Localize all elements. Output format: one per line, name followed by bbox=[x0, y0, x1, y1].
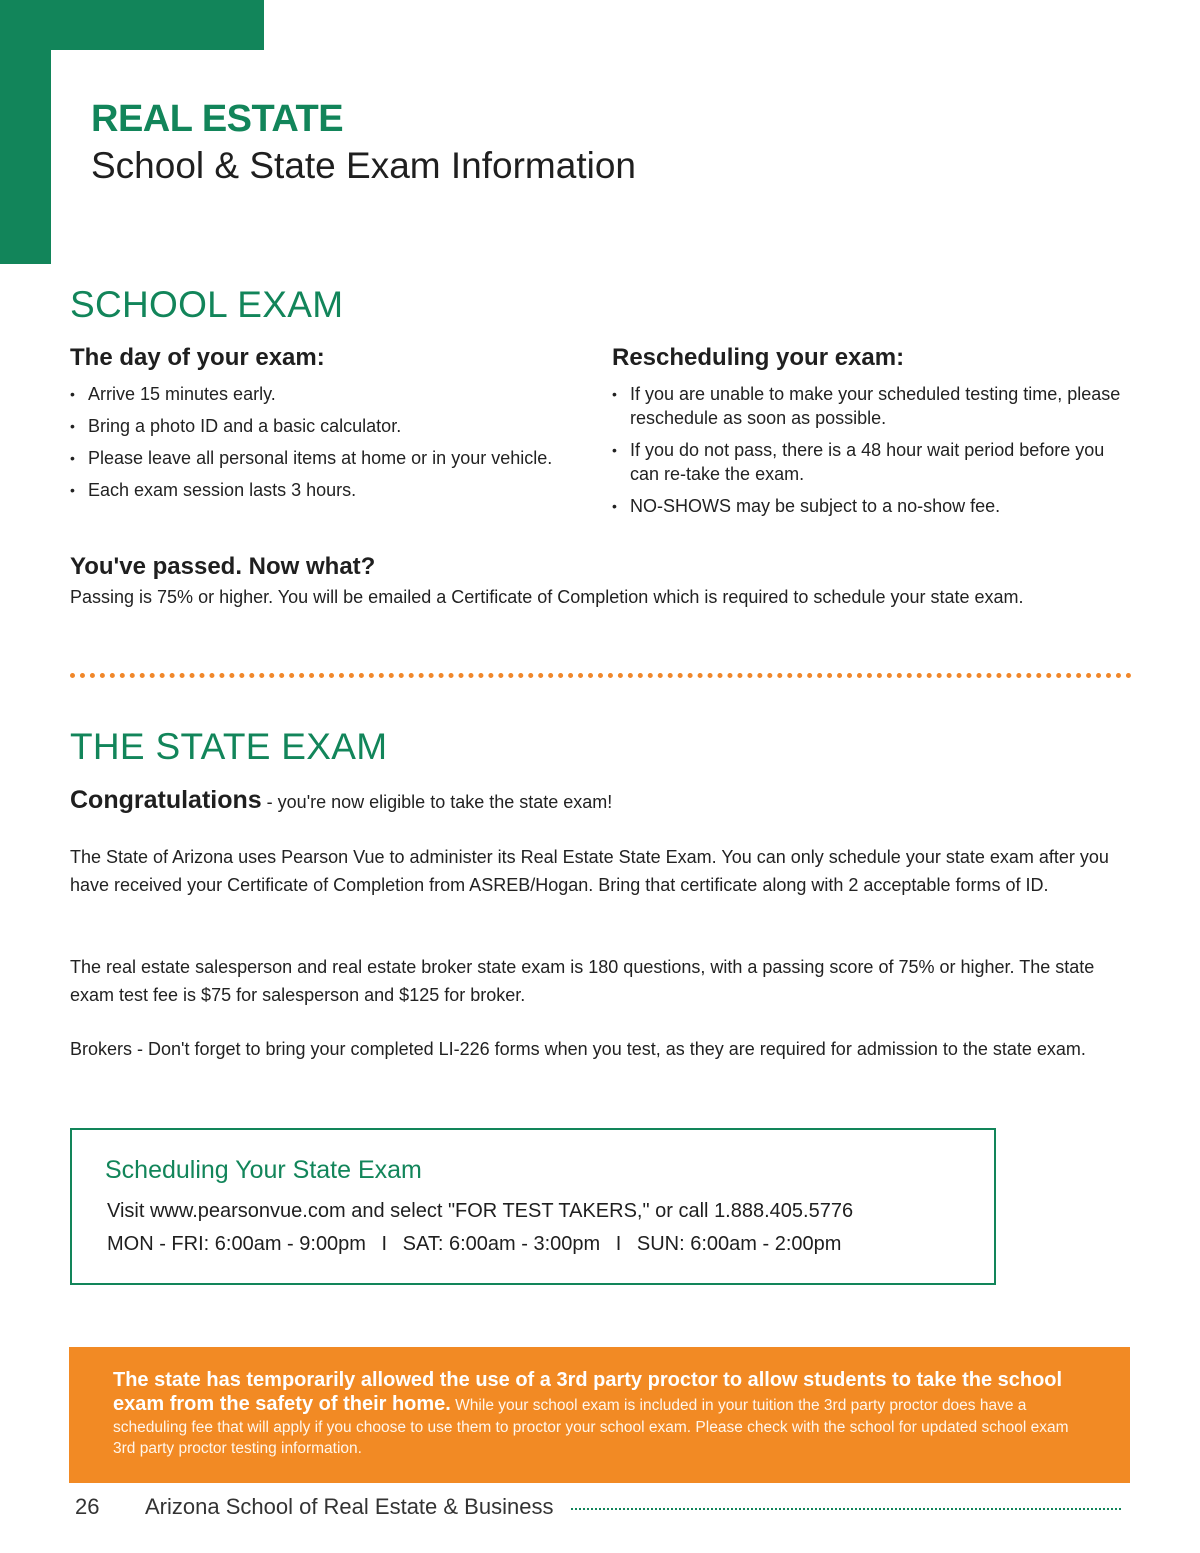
day-of-exam-title: The day of your exam: bbox=[70, 344, 325, 371]
scheduling-title: Scheduling Your State Exam bbox=[105, 1156, 422, 1184]
school-exam-heading: SCHOOL EXAM bbox=[70, 284, 344, 325]
notice-lead: The state has temporarily allowed the use of a 3rd party proctor to allow students to take the school exam from the safety of their home. bbox=[113, 1369, 1063, 1415]
hours-separator: I bbox=[381, 1233, 388, 1255]
hours-separator: I bbox=[615, 1233, 622, 1255]
scheduling-contact-line bbox=[107, 1200, 853, 1223]
passed-section bbox=[70, 553, 1140, 608]
hours-mf-time: 6:00am - 9:00pm bbox=[209, 1233, 366, 1255]
hours-sat-label: SAT: bbox=[402, 1233, 444, 1255]
page-title: School & State Exam Information bbox=[91, 145, 636, 186]
passed-text: Passing is 75% or higher. You will be emailed a Certificate of Completion which is required to schedule your state exam. bbox=[70, 587, 1024, 607]
scheduling-box bbox=[70, 1128, 996, 1285]
rescheduling-title: Rescheduling your exam: bbox=[612, 344, 905, 371]
state-exam-heading: THE STATE EXAM bbox=[70, 726, 388, 767]
day-of-exam-column bbox=[70, 344, 600, 510]
list-item: • If you are unable to make your scheduled testing time, please reschedule as soon as possible. bbox=[612, 382, 1122, 430]
visit-text: Visit bbox=[107, 1200, 150, 1222]
hours-sat-time: 6:00am - 3:00pm bbox=[443, 1233, 601, 1255]
corner-accent-side bbox=[0, 0, 51, 264]
list-item: • Please leave all personal items at home or in your vehicle. bbox=[70, 446, 600, 470]
rescheduling-list bbox=[612, 382, 1122, 518]
section-divider bbox=[70, 673, 1132, 678]
footer-rule bbox=[571, 1508, 1121, 1510]
or-call-text: or call bbox=[649, 1200, 715, 1222]
page-kicker: REAL ESTATE bbox=[91, 98, 344, 140]
proctor-notice-banner bbox=[69, 1347, 1130, 1483]
congrats-emphasis: Congratulations bbox=[70, 786, 262, 814]
hours-sun-label: SUN: bbox=[636, 1233, 685, 1255]
congrats-line bbox=[70, 786, 612, 815]
rescheduling-column bbox=[612, 344, 1122, 526]
list-item: • NO-SHOWS may be subject to a no-show fee. bbox=[612, 494, 1122, 518]
footer-school-name: Arizona School of Real Estate & Business bbox=[145, 1494, 554, 1519]
passed-title: You've passed. Now what? bbox=[70, 553, 376, 580]
page-number: 26 bbox=[75, 1494, 100, 1519]
hours-sun-time: 6:00am - 2:00pm bbox=[684, 1233, 842, 1255]
list-item: • Arrive 15 minutes early. bbox=[70, 382, 600, 406]
pearsonvue-link[interactable]: www.pearsonvue.com bbox=[149, 1200, 346, 1222]
hours-mf-label: MON - FRI: bbox=[107, 1233, 210, 1255]
select-text: and select bbox=[345, 1200, 448, 1222]
state-exam-paragraph: The State of Arizona uses Pearson Vue to administer its Real Estate State Exam. You can only schedule your state exam after you have received your Certificate of Completion from ASREB/Hogan. Bring that certificate along with 2 acceptable forms of ID. bbox=[70, 847, 1109, 895]
day-of-exam-list bbox=[70, 382, 600, 502]
state-exam-paragraph: The real estate salesperson and real estate broker state exam is 180 questions, with a passing score of 75% or higher. The state exam test fee is $75 for salesperson and $125 for broker. bbox=[70, 957, 1095, 1005]
notice-body: While your school exam is included in your tuition the 3rd party proctor does have a scheduling fee that will apply if you choose to use them to proctor your school exam. Please check with the school for updated school exam 3rd party proctor testing information. bbox=[113, 1397, 1069, 1457]
list-item: • Bring a photo ID and a basic calculator. bbox=[70, 414, 600, 438]
state-exam-paragraph: Brokers - Don't forget to bring your completed LI-226 forms when you test, as they are required for admission to the state exam. bbox=[70, 1039, 1086, 1059]
congrats-rest: - you're now eligible to take the state exam! bbox=[261, 792, 613, 812]
scheduling-hours-line bbox=[107, 1233, 841, 1256]
list-item: • Each exam session lasts 3 hours. bbox=[70, 478, 600, 502]
list-item: • If you do not pass, there is a 48 hour wait period before you can re-take the exam. bbox=[612, 438, 1122, 486]
phone-number: 1.888.405.5776 bbox=[714, 1200, 854, 1222]
for-test-takers-text: "FOR TEST TAKERS," bbox=[447, 1200, 650, 1222]
